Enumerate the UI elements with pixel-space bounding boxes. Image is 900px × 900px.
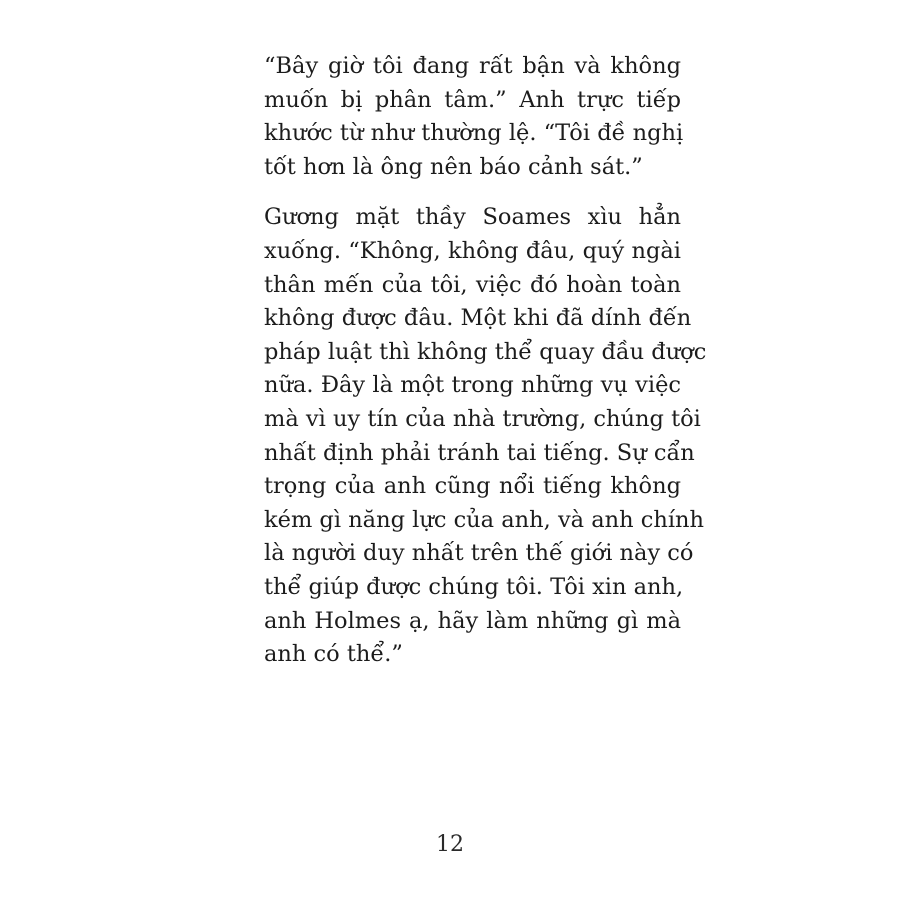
text-line: là người duy nhất trên thế giới này có: [264, 540, 694, 567]
paragraph-1: [232, 50, 684, 184]
text-line: nữa. Đây là một trong những vụ việc: [264, 372, 681, 399]
text-line: thân mến của tôi, việc đó hoàn toàn: [264, 271, 681, 298]
text-line: anh Holmes ạ, hãy làm những gì mà: [264, 607, 681, 634]
text-line: “Bây giờ tôi đang rất bận và không: [264, 53, 681, 79]
text-line: thể giúp được chúng tôi. Tôi xin anh,: [264, 573, 684, 600]
text-line: không được đâu. Một khi đã dính đến: [264, 305, 692, 332]
text-line: xuống. “Không, không đâu, quý ngài: [264, 237, 681, 264]
text-line: Gương mặt thầy Soames xìu hẳn: [264, 204, 681, 231]
text-line: khước từ như thường lệ. “Tôi đề nghị: [264, 120, 684, 147]
text-line: muốn bị phân tâm.” Anh trực tiếp: [264, 86, 681, 113]
text-line: tốt hơn là ông nên báo cảnh sát.”: [264, 153, 643, 180]
paragraph-2: [232, 201, 707, 671]
text-line: anh có thể.”: [264, 641, 403, 668]
body-text: [232, 50, 707, 672]
text-line: nhất định phải tránh tai tiếng. Sự cẩn: [264, 439, 695, 466]
page-number: 12: [436, 832, 464, 857]
text-line: kém gì năng lực của anh, và anh chính: [264, 506, 705, 533]
text-line: trọng của anh cũng nổi tiếng không: [264, 473, 681, 500]
text-line: pháp luật thì không thể quay đầu được: [264, 338, 707, 365]
text-line: mà vì uy tín của nhà trường, chúng tôi: [264, 405, 701, 432]
